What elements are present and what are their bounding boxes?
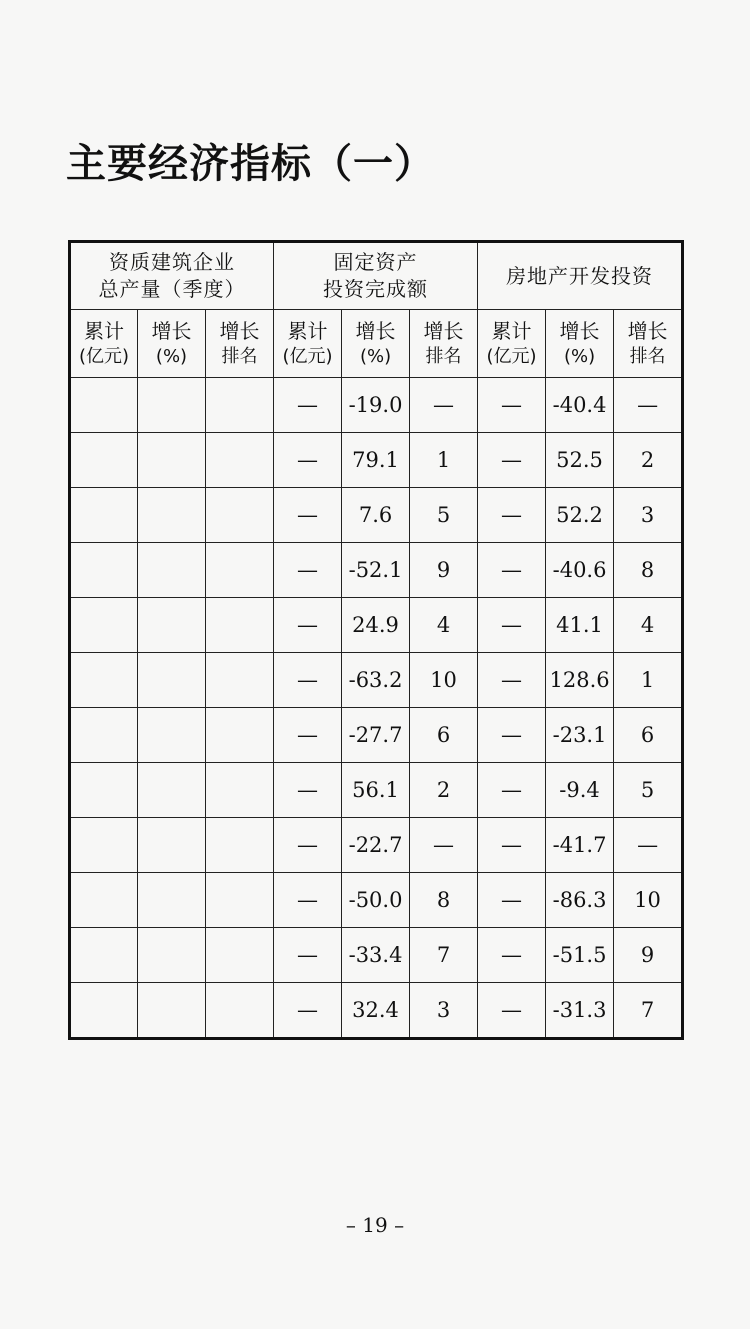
sub-header-cell (614, 310, 683, 378)
table-cell: — (410, 818, 478, 873)
table-cell (138, 873, 206, 928)
sub-header-line2: (亿元) (78, 345, 130, 367)
page-title: 主要经济指标（一） (66, 140, 435, 187)
table-cell (206, 653, 274, 708)
sub-header-line2: (%) (359, 345, 392, 367)
table-cell: -51.5 (546, 928, 614, 983)
table-cell: 56.1 (342, 763, 410, 818)
table-cell (70, 653, 138, 708)
sub-header-cell (206, 310, 274, 378)
table-cell: -27.7 (342, 708, 410, 763)
table-cell: 128.6 (546, 653, 614, 708)
table-cell (70, 873, 138, 928)
table-cell: — (274, 763, 342, 818)
sub-header-line1: 增长 (627, 318, 668, 343)
table-cell: 2 (614, 433, 683, 488)
table-cell: — (478, 818, 546, 873)
group-header-line2: 投资完成额 (323, 277, 429, 301)
table-row (70, 598, 683, 653)
table-cell (138, 818, 206, 873)
table-cell: 6 (410, 708, 478, 763)
table-cell (70, 708, 138, 763)
table-cell (70, 488, 138, 543)
table-cell: 6 (614, 708, 683, 763)
table-row (70, 543, 683, 598)
sub-header-line2: 排名 (221, 345, 258, 367)
table-row (70, 708, 683, 763)
table-body (70, 378, 683, 1039)
page-number: – 19 – (345, 1213, 405, 1237)
table-cell: — (410, 378, 478, 433)
sub-header-line2: (亿元) (486, 345, 537, 367)
table-cell: — (274, 873, 342, 928)
table-cell (70, 818, 138, 873)
table-cell: -63.2 (342, 653, 410, 708)
table-cell: -33.4 (342, 928, 410, 983)
table-cell: — (478, 653, 546, 708)
table-cell: -52.1 (342, 543, 410, 598)
table-row (70, 433, 683, 488)
group-header-real-estate (478, 242, 683, 310)
table-cell: — (478, 983, 546, 1039)
table-cell: -40.6 (546, 543, 614, 598)
table-row (70, 873, 683, 928)
table-cell: 8 (410, 873, 478, 928)
table-cell: -40.4 (546, 378, 614, 433)
table-cell: 4 (614, 598, 683, 653)
table-cell (206, 433, 274, 488)
table-cell: 10 (410, 653, 478, 708)
group-header-line1: 房地产开发投资 (506, 263, 654, 288)
table-cell: 5 (410, 488, 478, 543)
sub-header-line1: 增长 (355, 318, 396, 343)
table-cell: 7 (410, 928, 478, 983)
table-cell: 1 (614, 653, 683, 708)
table-cell: 7.6 (342, 488, 410, 543)
table-cell (138, 763, 206, 818)
table-cell (70, 983, 138, 1039)
table-cell: — (478, 708, 546, 763)
sub-header-line1: 累计 (491, 318, 532, 343)
table-cell (138, 378, 206, 433)
table-cell: 3 (410, 983, 478, 1039)
table-cell: 24.9 (342, 598, 410, 653)
table-cell (70, 928, 138, 983)
table-cell (138, 598, 206, 653)
table-cell: — (614, 818, 683, 873)
group-header-line1: 固定资产 (333, 250, 418, 274)
sub-header-cell (274, 310, 342, 378)
table-row (70, 818, 683, 873)
table-cell (206, 763, 274, 818)
table-cell: 8 (614, 543, 683, 598)
table-cell (70, 543, 138, 598)
table-cell (206, 543, 274, 598)
table-cell: -9.4 (546, 763, 614, 818)
sub-header-line2: (%) (155, 345, 188, 367)
sub-header-line2: 排名 (425, 345, 462, 367)
table-cell (138, 488, 206, 543)
table-cell: — (274, 983, 342, 1039)
table-row (70, 763, 683, 818)
group-header-construction (70, 242, 274, 310)
table-cell: — (478, 488, 546, 543)
table-cell (70, 378, 138, 433)
sub-header-line1: 增长 (423, 318, 464, 343)
table-cell: 9 (410, 543, 478, 598)
table-cell: 4 (410, 598, 478, 653)
table-cell (138, 433, 206, 488)
table-cell: 9 (614, 928, 683, 983)
table-cell: 1 (410, 433, 478, 488)
table-cell: — (478, 873, 546, 928)
table-cell: 52.5 (546, 433, 614, 488)
group-header-line1: 资质建筑企业 (109, 250, 236, 274)
table-row (70, 488, 683, 543)
sub-header-cell (478, 310, 546, 378)
sub-header-line1: 累计 (287, 318, 328, 343)
table-row (70, 928, 683, 983)
table-cell (206, 928, 274, 983)
sub-header-line2: (亿元) (282, 345, 333, 367)
table-cell (70, 763, 138, 818)
sub-header-cell (410, 310, 478, 378)
table-cell: 32.4 (342, 983, 410, 1039)
sub-header-cell (138, 310, 206, 378)
sub-header-line2: 排名 (629, 345, 666, 367)
table-cell: — (478, 763, 546, 818)
table-cell: — (478, 598, 546, 653)
table-cell: -23.1 (546, 708, 614, 763)
sub-header-line1: 增长 (559, 318, 600, 343)
group-header-line2: 总产量（季度） (98, 277, 246, 301)
table-cell (70, 433, 138, 488)
table-cell (206, 488, 274, 543)
table-cell (138, 983, 206, 1039)
table-cell: -19.0 (342, 378, 410, 433)
sub-header-line1: 累计 (84, 318, 124, 343)
table-cell (206, 598, 274, 653)
sub-header-cell (546, 310, 614, 378)
table-cell: -50.0 (342, 873, 410, 928)
table-cell: — (274, 598, 342, 653)
economic-indicators-table (68, 240, 684, 1040)
group-header-row (70, 242, 683, 310)
table-cell: — (478, 543, 546, 598)
table-cell (138, 653, 206, 708)
table-cell: — (274, 653, 342, 708)
table-cell: 52.2 (546, 488, 614, 543)
table-cell: — (274, 928, 342, 983)
table-cell (206, 378, 274, 433)
sub-header-line2: (%) (563, 345, 596, 367)
table-cell (206, 873, 274, 928)
sub-header-row (70, 310, 683, 378)
table-cell: — (478, 433, 546, 488)
group-header-fixed-asset (274, 242, 478, 310)
table-cell: — (478, 378, 546, 433)
sub-header-line1: 增长 (219, 318, 260, 343)
sub-header-cell (70, 310, 138, 378)
table-cell (138, 708, 206, 763)
table-cell: -22.7 (342, 818, 410, 873)
table-cell: 79.1 (342, 433, 410, 488)
sub-header-cell (342, 310, 410, 378)
table-cell: — (478, 928, 546, 983)
table-row (70, 653, 683, 708)
table-cell: — (274, 488, 342, 543)
table-cell: — (274, 818, 342, 873)
table-cell: 5 (614, 763, 683, 818)
table-cell: 10 (614, 873, 683, 928)
table-cell: — (274, 708, 342, 763)
table-cell: — (274, 433, 342, 488)
table-row (70, 378, 683, 433)
table-cell: -86.3 (546, 873, 614, 928)
table-cell (206, 708, 274, 763)
table-cell (206, 818, 274, 873)
table-cell: 3 (614, 488, 683, 543)
table-cell: -31.3 (546, 983, 614, 1039)
table-cell (138, 928, 206, 983)
table-cell: — (274, 543, 342, 598)
table-cell: — (614, 378, 683, 433)
table-cell (70, 598, 138, 653)
table-cell: -41.7 (546, 818, 614, 873)
table-cell (138, 543, 206, 598)
table-cell (206, 983, 274, 1039)
sub-header-line1: 增长 (151, 318, 192, 343)
table-cell: — (274, 378, 342, 433)
table-cell: 7 (614, 983, 683, 1039)
table-cell: 2 (410, 763, 478, 818)
table-row (70, 983, 683, 1039)
table-cell: 41.1 (546, 598, 614, 653)
